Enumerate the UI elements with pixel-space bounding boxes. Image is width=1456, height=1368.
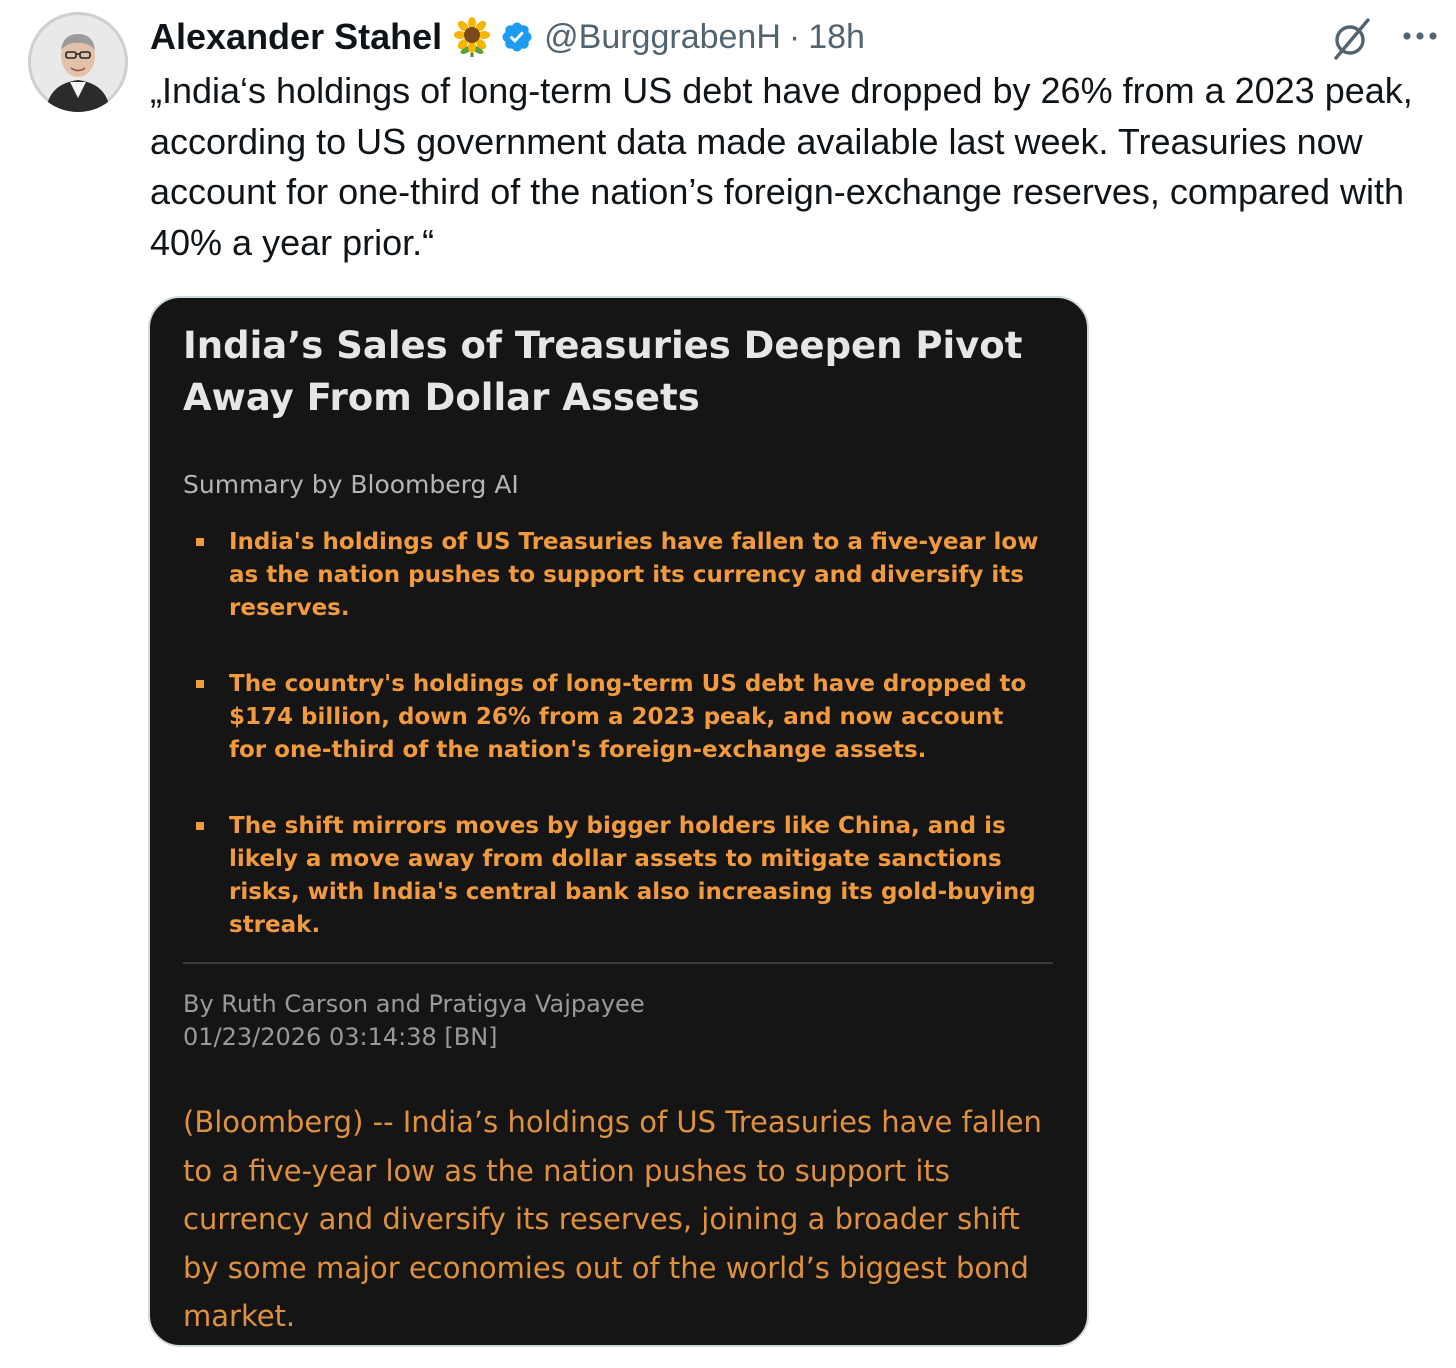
- summary-bullet: [183, 526, 1043, 625]
- bullet-text: India's holdings of US Treasuries have fallen to a five-year low as the nation pushes to support its currency and diversify its reserves.: [229, 529, 1039, 621]
- article-byline: [183, 988, 645, 1054]
- summary-bullet: [183, 810, 1043, 942]
- summary-label: Summary by Bloomberg AI: [183, 470, 519, 499]
- byline-timestamp: 01/23/2026 03:14:38 [BN]: [183, 1023, 498, 1051]
- tweet-header: [150, 12, 865, 62]
- sunflower-icon: [452, 17, 492, 57]
- bullet-text: The shift mirrors moves by bigger holders like China, and is likely a move away from dollar assets to mitigate sanctions risks, with India's central bank also increasing its gold-buying streak.: [229, 813, 1036, 938]
- byline-authors: By Ruth Carson and Pratigya Vajpayee: [183, 990, 645, 1018]
- tweet-timestamp[interactable]: 18h: [808, 17, 865, 56]
- media-image-card[interactable]: [148, 296, 1089, 1347]
- grok-slash-icon[interactable]: [1328, 14, 1376, 62]
- tweet-text: „India‘s holdings of long-term US debt have dropped by 26% from a 2023 peak, according to US government data made available last week. Treasuries now account for one-third of the nation’s foreign-exchange reserves, compared with 40% a year prior.“: [150, 70, 1413, 263]
- summary-bullets: [183, 526, 1043, 985]
- verified-badge-icon[interactable]: [500, 20, 534, 54]
- article-body: (Bloomberg) -- India’s holdings of US Treasuries have fallen to a five-year low as the nation pushes to support its currency and diversify its reserves, joining a broader shift by some major economies out of the world’s biggest bond market.: [183, 1105, 1042, 1333]
- author-name[interactable]: Alexander Stahel: [150, 16, 443, 57]
- divider: [183, 962, 1053, 964]
- summary-bullet: [183, 668, 1043, 767]
- bullet-square-icon: [196, 680, 204, 688]
- article-title: India’s Sales of Treasuries Deepen Pivot Away From Dollar Assets: [183, 324, 1023, 419]
- header-separator: ·: [788, 17, 801, 56]
- more-horizontal-icon[interactable]: [1398, 14, 1442, 58]
- bullet-square-icon: [196, 538, 204, 546]
- author-handle[interactable]: @BurggrabenH: [544, 17, 781, 56]
- author-avatar[interactable]: [28, 12, 128, 112]
- bullet-text: The country's holdings of long-term US debt have dropped to $174 billion, down 26% from a 2023 peak, and now account for one-third of the nation's foreign-exchange assets.: [229, 671, 1027, 763]
- bullet-square-icon: [196, 822, 204, 830]
